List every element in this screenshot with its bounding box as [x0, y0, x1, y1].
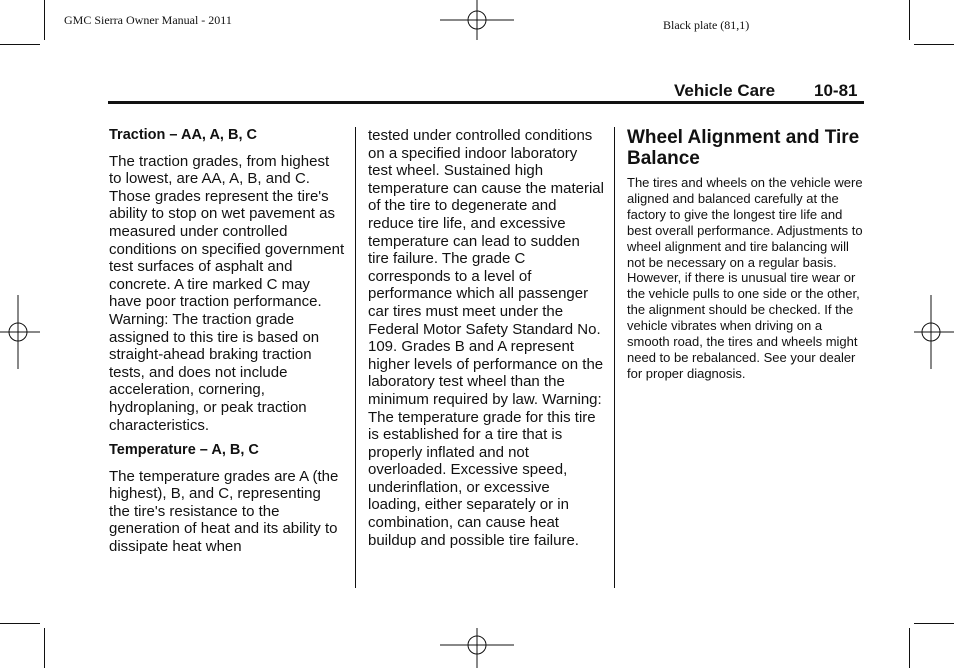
- section-title: Vehicle Care: [674, 81, 776, 100]
- manual-title: GMC Sierra Owner Manual - 2011: [64, 13, 232, 27]
- registration-mark-top-icon: [440, 0, 514, 46]
- page-number: 10-81: [814, 81, 858, 100]
- crop-mark-br-h: [914, 623, 954, 624]
- registration-mark-bottom-icon: [440, 626, 514, 668]
- registration-mark-left-icon: [0, 295, 42, 369]
- wheel-alignment-paragraph: The tires and wheels on the vehicle were aligned and balanced carefully at the factory to give the longest tire life and best overall performance. Adjustments to wheel alignment and tire balancing will not be necessary on a regular basis. However, if there is unusual tire wear or the vehicle pulls to one side or the other, the alignment should be checked. If the vehicle vibrates when driving on a smooth road, the tires and wheels might need to be rebalanced. See your dealer for proper diagnosis.: [627, 175, 863, 381]
- temperature-paragraph-continued: tested under controlled conditions on a specified indoor laboratory test wheel. Sustained high temperature can cause the material of the tire to degenerate and reduce tire life, and excessive temperature can lead to sudden tire failure. The grade C corresponds to a level of performance which all passenger car tires must meet under the Federal Motor Safety Standard No. 109. Grades B and A represent higher levels of performance on the laboratory test wheel than the minimum required by law. Warning: The temperature grade for this tire is established for a tire that is properly inflated and not overloaded. Excessive speed, underinflation, or excessive loading, either separately or in combination, can cause heat buildup and possible tire failure.: [368, 127, 604, 549]
- plate-label: Black plate (81,1): [663, 18, 750, 32]
- crop-mark-tr-h: [914, 44, 954, 45]
- traction-paragraph: The traction grades, from highest to lowest, are AA, A, B, and C. Those grades represent the tire's ability to stop on wet pavement as measured under controlled conditions on specified government test surfaces of asphalt and concrete. A tire marked C may have poor traction performance. Warning: The traction grade assigned to this tire is based on straight-ahead braking traction tests, and does not include acceleration, cornering, hydroplaning, or peak traction characteristics.: [109, 152, 345, 434]
- crop-mark-tl-h: [0, 44, 40, 45]
- crop-mark-tl-v: [44, 0, 45, 40]
- column-1: [109, 127, 345, 564]
- crop-mark-tr-v: [909, 0, 910, 40]
- column-divider-2: [614, 127, 615, 588]
- temperature-paragraph: The temperature grades are A (the highest), B, and C, representing the tire's resistance to the generation of heat and its ability to dissipate heat when: [109, 467, 339, 556]
- crop-mark-br-v: [909, 628, 910, 668]
- registration-mark-right-icon: [912, 295, 954, 369]
- column-divider-1: [355, 127, 356, 588]
- header-rule: [108, 101, 864, 104]
- column-3: [627, 127, 865, 382]
- traction-heading: Traction – AA, A, B, C: [109, 127, 257, 143]
- crop-mark-bl-v: [44, 628, 45, 668]
- temperature-heading: Temperature – A, B, C: [109, 442, 259, 459]
- crop-mark-bl-h: [0, 623, 40, 624]
- column-2: [368, 127, 604, 549]
- wheel-alignment-heading: Wheel Alignment and Tire Balance: [627, 127, 860, 169]
